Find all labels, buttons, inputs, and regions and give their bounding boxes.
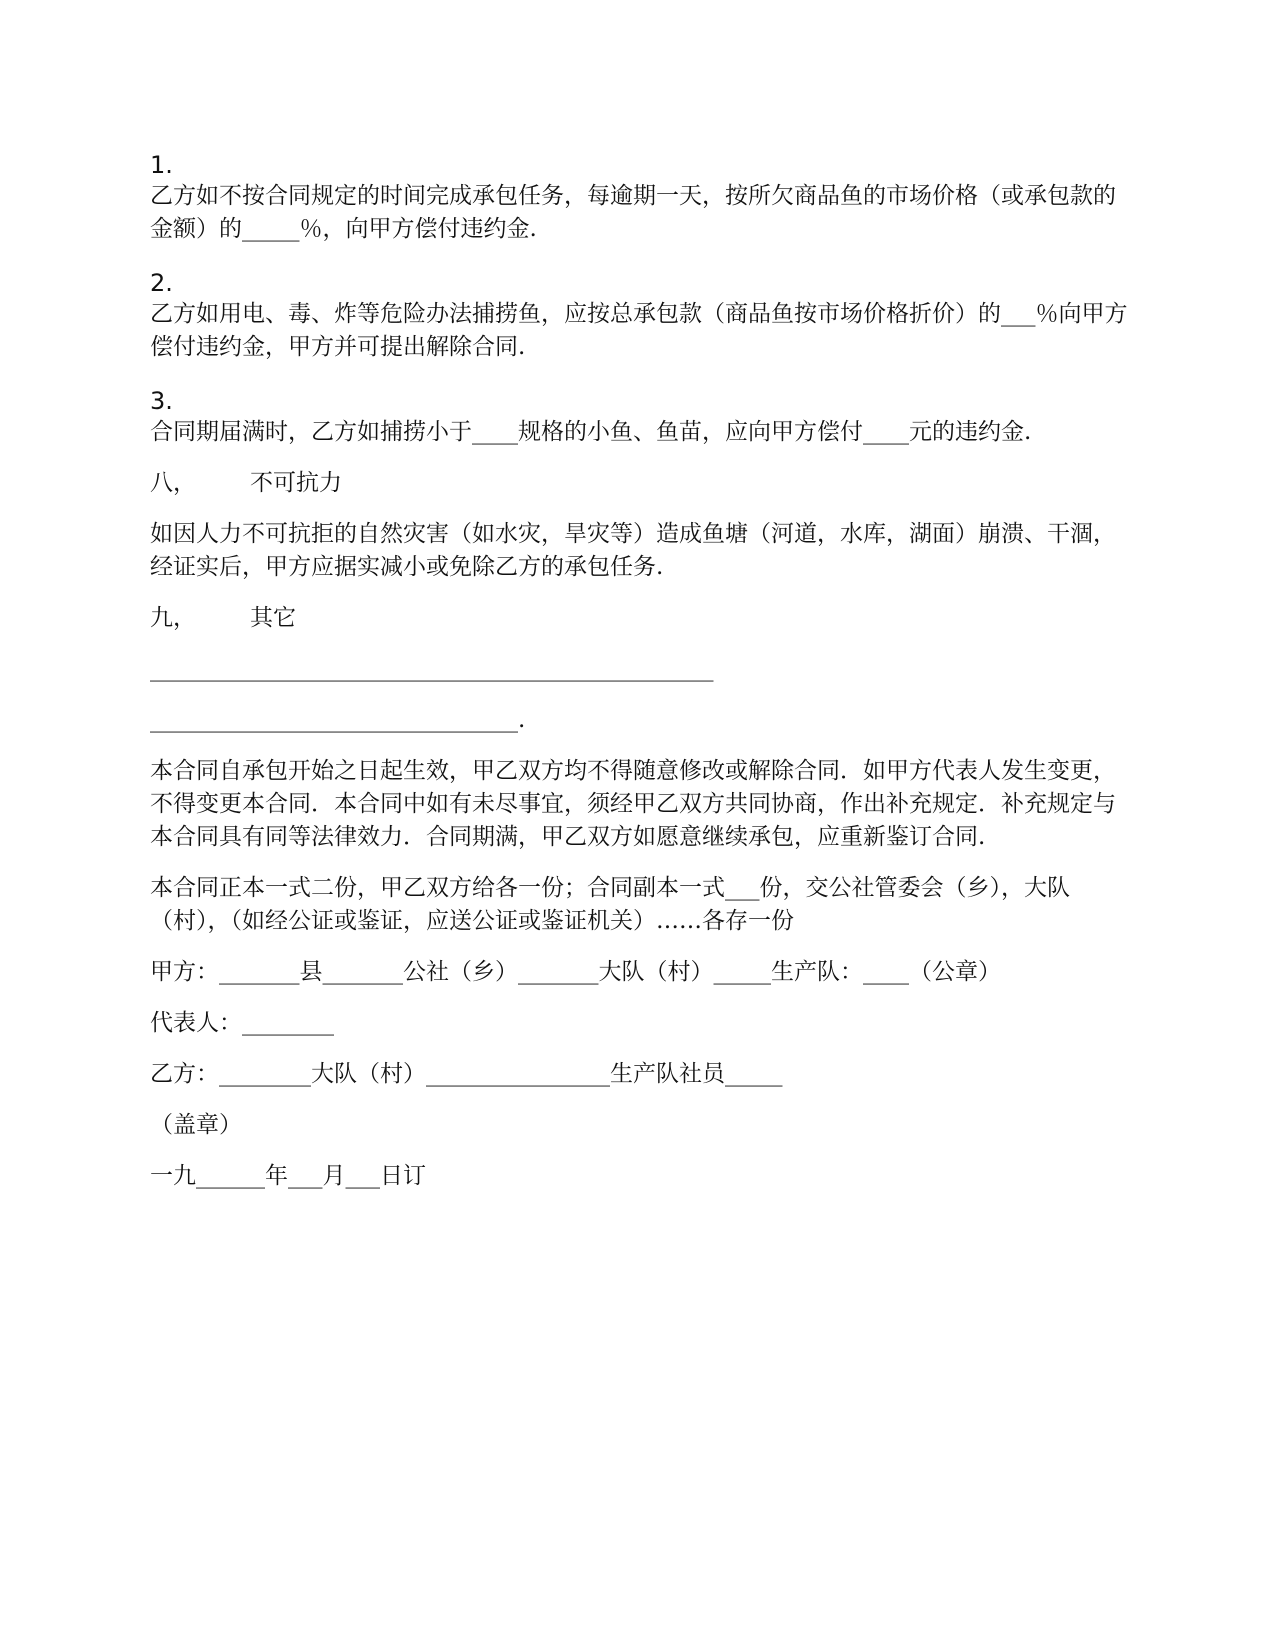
seal-line: （盖章） [150, 1112, 242, 1138]
item-3-number: 3. [150, 387, 173, 415]
section-9-heading [150, 602, 1130, 635]
section-9-title: 其它 [250, 605, 296, 631]
copies-paragraph: 本合同正本一式二份，甲乙双方给各一份；合同副本一式___份，交公社管委会（乡），大队（村），（如经公证或鉴证，应送公证或鉴证机关）……各存一份 [150, 875, 1070, 934]
section-9-label: 九， [150, 605, 196, 631]
party-a-line: 甲方：_______县_______公社（乡）_______大队（村）_____生产队：____（公章） [150, 959, 1001, 985]
effect-paragraph: 本合同自承包开始之日起生效，甲乙双方均不得随意修改或解除合同．如甲方代表人发生变更，不得变更本合同．本合同中如有未尽事宜，须经甲乙双方共同协商，作出补充规定．补充规定与本合同具有同等法律效力．合同期满，甲乙双方如愿意继续承包，应重新鉴订合同. [150, 758, 1116, 850]
item-1-text: 乙方如不按合同规定的时间完成承包任务，每逾期一天，按所欠商品鱼的市场价格（或承包款的金额）的_____％，向甲方偿付违约金. [150, 183, 1116, 242]
party-b-line: 乙方：________大队（村）________________生产队社员_____ [150, 1061, 783, 1087]
item-2-text: 乙方如用电、毒、炸等危险办法捕捞鱼，应按总承包款（商品鱼按市场价格折价）的___％向甲方偿付违约金，甲方并可提出解除合同. [150, 301, 1128, 360]
representative-line: 代表人：________ [150, 1010, 334, 1036]
contract-page [150, 150, 1130, 1193]
date-line: 一九______年___月___日订 [150, 1163, 426, 1189]
item-1-number: 1. [150, 151, 173, 179]
item-3-text: 合同期届满时，乙方如捕捞小于____规格的小鱼、鱼苗，应向甲方偿付____元的违约金. [150, 419, 1032, 445]
section-9-blank-2: ________________________________. [150, 707, 526, 733]
item-2-number: 2. [150, 269, 173, 297]
section-8-text: 如因人力不可抗拒的自然灾害（如水灾，旱灾等）造成鱼塘（河道，水库，湖面）崩溃、干涸，经证实后，甲方应据实减小或免除乙方的承包任务. [150, 521, 1116, 580]
section-8-title: 不可抗力 [250, 470, 342, 496]
section-9-blank-1: _________________________________________________ [150, 656, 714, 682]
section-8-label: 八， [150, 470, 196, 496]
section-8-heading [150, 467, 1130, 500]
